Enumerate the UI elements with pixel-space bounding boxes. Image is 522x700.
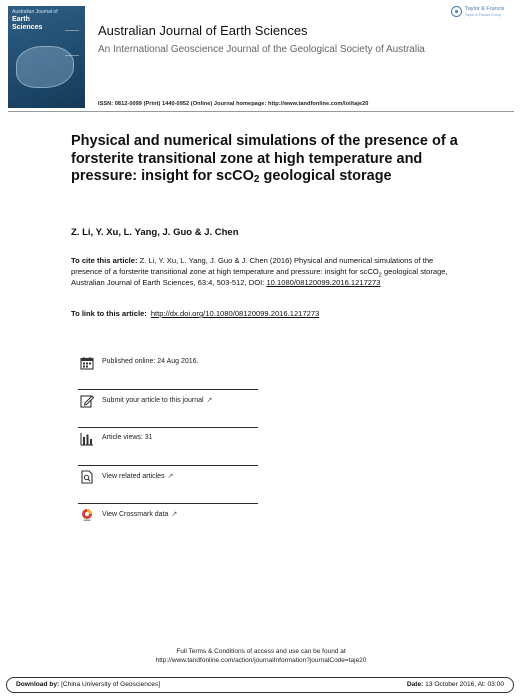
journal-homepage-link[interactable]: http://www.tandfonline.com/loi/taje20 (268, 101, 369, 107)
related-articles-link[interactable] (102, 472, 173, 480)
article-title (71, 133, 461, 186)
citation-label: To cite this article: (71, 256, 138, 265)
download-info-bar (6, 677, 514, 693)
submit-article-item[interactable] (78, 390, 258, 428)
issn-line (98, 101, 368, 107)
document-search-icon (80, 470, 94, 484)
download-date-label: Date: (406, 681, 424, 688)
publisher-logo[interactable] (451, 4, 513, 20)
journal-subtitle: An International Geoscience Journal of the Geological Society of Australia (98, 44, 425, 55)
download-date-value: 13 October 2016, At: 03:00 (425, 681, 504, 688)
terms-line: Full Terms & Conditions of access and use can be found at (176, 648, 346, 655)
published-online-item (78, 352, 258, 390)
publisher-name: Taylor & Francis (465, 6, 505, 12)
article-views-label: Article views: 31 (102, 434, 153, 441)
crossmark-link[interactable] (102, 510, 177, 518)
downloaded-by (16, 681, 160, 688)
calendar-icon (80, 356, 94, 370)
download-date (407, 681, 504, 688)
citation-text-a: Z. Li, Y. Xu, L. Yang, J. Guo & J. Chen (2016) Physical and numerical simulations of the presence of a forsterite transitional zone at high temperature and pressure: insight for scCO (71, 256, 434, 276)
external-link-icon: ↗ (171, 511, 178, 518)
journal-cover-image (8, 6, 85, 108)
citation-subscript: 2 (378, 272, 382, 279)
issn-text: ISSN: 0812-0099 (Print) 1440-0952 (Online) Journal homepage: (98, 101, 267, 107)
downloaded-by-label: Download by: (16, 681, 60, 688)
article-title-subscript: 2 (253, 174, 260, 185)
downloaded-by-value: [China University of Geosciences] (61, 681, 161, 688)
crossmark-icon (80, 508, 94, 522)
citation-text-b: geological storage, Australian Journal of Earth Sciences, 63:4, 503-512, DOI: (71, 267, 448, 287)
terms-notice (71, 647, 451, 665)
journal-title: Australian Journal of Earth Sciences (98, 23, 308, 38)
article-title-end: geological storage (259, 168, 392, 184)
crossmark-item[interactable] (78, 504, 258, 541)
related-articles-label: View related articles (102, 473, 165, 480)
article-link-line (71, 309, 319, 318)
edit-icon (80, 394, 94, 408)
related-articles-item[interactable] (78, 466, 258, 504)
article-title-main: Physical and numerical simulations of the presence of a forsterite transitional zone at high temperature and pressure: insight for scCO (71, 133, 458, 184)
header-divider (8, 111, 514, 112)
citation-doi-link[interactable]: 10.1080/08120099.2016.1217273 (266, 278, 381, 287)
article-info-list (78, 352, 258, 541)
bar-chart-icon (80, 432, 94, 446)
published-online-label: Published online: 24 Aug 2016. (102, 358, 199, 365)
cover-map-graphic (16, 46, 74, 88)
article-doi-link[interactable]: http://dx.doi.org/10.1080/08120099.2016.1217273 (150, 309, 320, 318)
cover-line-2: Earth (12, 16, 30, 23)
citation-block (71, 255, 461, 288)
external-link-icon: ↗ (167, 473, 174, 480)
submit-article-label: Submit your article to this journal (102, 397, 204, 404)
article-link-label: To link to this article: (71, 309, 147, 318)
article-authors: Z. Li, Y. Xu, L. Yang, J. Guo & J. Chen (71, 227, 239, 238)
external-link-icon: ↗ (206, 397, 213, 404)
crossmark-label: View Crossmark data (102, 511, 169, 518)
publisher-logo-icon (451, 6, 462, 17)
cover-line-1: Australian Journal of (12, 9, 58, 15)
submit-article-link[interactable] (102, 396, 212, 404)
article-views-item (78, 428, 258, 466)
publisher-tagline: Taylor & Francis Group (465, 13, 501, 17)
terms-url-link[interactable]: http://www.tandfonline.com/action/journalInformation?journalCode=taje20 (155, 657, 367, 664)
cover-line-3: Sciences (12, 24, 43, 31)
